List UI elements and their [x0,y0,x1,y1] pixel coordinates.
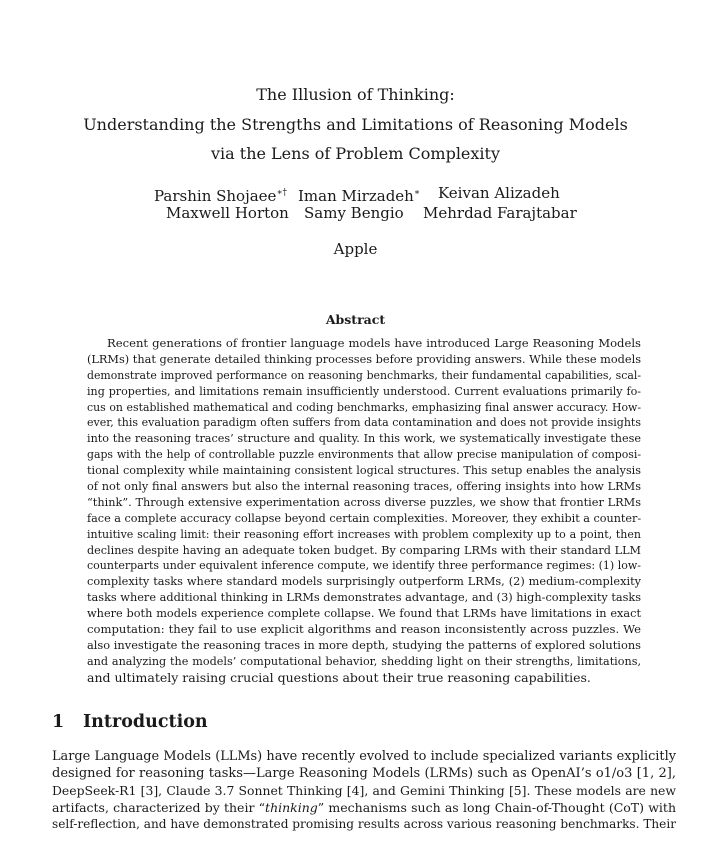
abstract-line: of not only final answers but also the internal reasoning traces, offering insights into how LRMs [87,480,641,494]
abstract-line: demonstrate improved performance on reasoning benchmarks, their fundamental capabilities, scal- [87,368,641,382]
section-number: 1 [52,712,65,732]
abstract-line: and analyzing the models’ computational behavior, shedding light on their strengths, limitations, [87,654,641,668]
author: Mehrdad Farajtabar [423,203,577,222]
paper-title [0,80,711,169]
abstract-line: intuitive scaling limit: their reasoning effort increases with problem complexity up to a point, then [87,527,641,541]
abstract-line: also investigate the reasoning traces in more depth, studying the patterns of explored solutions [87,637,641,652]
abstract-line: into the reasoning traces’ structure and quality. In this work, we systematically investigate these [87,432,641,446]
abstract-line: tasks where additional thinking in LRMs demonstrates advantage, and (3) high-complexity tasks [87,591,642,605]
intro-line: DeepSeek-R1 [3], Claude 3.7 Sonnet Thinking [4], and Gemini Thinking [5]. These models are new [52,783,676,798]
abstract-line: and ultimately raising crucial questions about their true reasoning capabilities. [87,669,591,685]
intro-line: Large Language Models (LLMs) have recently evolved to include specialized variants explicitly [52,749,676,764]
abstract-line: “think”. Through extensive experimentation across diverse puzzles, we show that frontier LRMs [87,495,641,509]
abstract-line: where both models experience complete collapse. We found that LRMs have limitations in exact [87,607,641,621]
emphasized-term: thinking [265,800,318,815]
abstract-body [87,336,641,686]
abstract-line: tional complexity while maintaining consistent logical structures. This setup enables the analysis [87,464,641,478]
abstract-line: face a complete accuracy collapse beyond certain complexities. Moreover, they exhibit a counter- [87,511,642,525]
abstract-line: gaps with the help of controllable puzzle environments that allow precise manipulation of composi- [87,448,641,462]
author-list [0,184,711,223]
author: Iman Mirzadeh∗ [298,187,420,205]
section-title: Introduction [83,712,208,732]
author-row-1 [0,184,711,204]
title-line-2: Understanding the Strengths and Limitations of Reasoning Models [83,114,628,134]
title-line-3: via the Lens of Problem Complexity [210,144,501,163]
title-line-1: The Illusion of Thinking: [256,85,455,104]
abstract-line: ing properties, and limitations remain insufficiently understood. Current evaluations primarily fo- [87,384,641,398]
abstract-line: complexity tasks where standard models surprisingly outperform LRMs, (2) medium-complexity [87,575,641,589]
abstract-line: (LRMs) that generate detailed thinking processes before providing answers. While these models [87,352,641,366]
abstract-line: computation: they fail to use explicit algorithms and reason inconsistently across puzzles. We [87,622,641,637]
author: Maxwell Horton [166,203,289,222]
abstract-heading: Abstract [325,312,386,327]
abstract-line: declines despite having an adequate token budget. By comparing LRMs with their standard LLM [87,543,641,557]
abstract-line: counterparts under equivalent inference compute, we identify three performance regimes: (1) low- [87,559,641,573]
intro-line: artifacts, characterized by their “thinking” mechanisms such as long Chain-of-Thought (CoT) with [52,800,677,815]
introduction-paragraph [52,748,676,833]
author-affiliation-mark: ∗ [413,188,420,198]
intro-line: self-reflection, and have demonstrated promising results across various reasoning benchmarks. Their [52,817,676,831]
affiliation: Apple [333,240,378,258]
intro-line: designed for reasoning tasks—Large Reasoning Models (LRMs) such as OpenAI’s o1/o3 [1, 2], [52,766,676,781]
author: Samy Bengio [304,203,404,222]
author: Parshin Shojaee∗† [154,187,288,205]
abstract-line: Recent generations of frontier language models have introduced Large Reasoning Models [107,336,641,350]
section-heading-introduction [52,712,208,732]
author-row-2 [0,204,711,224]
author-affiliation-mark: ∗† [276,188,288,198]
abstract-line: ever, this evaluation paradigm often suffers from data contamination and does not provide insights [87,416,641,430]
author: Keivan Alizadeh [438,184,560,202]
abstract-line: cus on established mathematical and coding benchmarks, emphasizing final answer accuracy. How- [87,400,641,414]
